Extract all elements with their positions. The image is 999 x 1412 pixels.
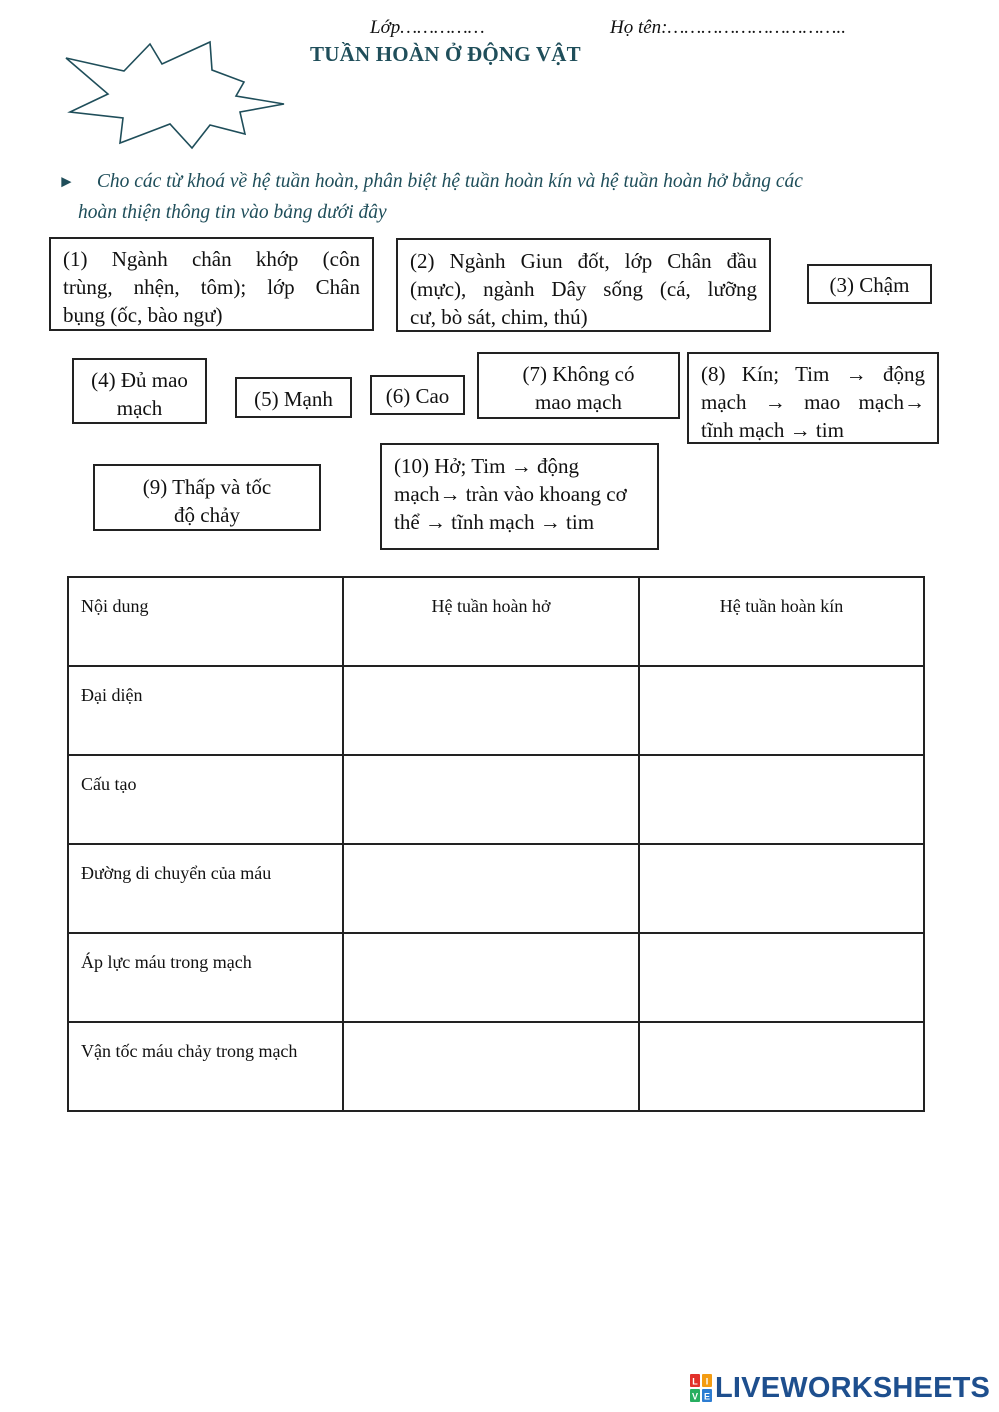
table-header-row <box>68 577 924 666</box>
keyword-box-4-line: (4) Đủ mao <box>91 368 188 392</box>
comparison-table <box>67 576 925 1112</box>
table-row <box>68 933 924 1022</box>
table-row <box>68 1022 924 1111</box>
svg-text:L: L <box>692 1376 698 1387</box>
keyword-box-1-line: (1) Ngành chân khớp (côn <box>63 247 360 271</box>
keyword-box-9[interactable] <box>93 464 321 531</box>
keyword-box-1-line: trùng, nhện, tôm); lớp Chân <box>63 275 360 299</box>
keyword-box-2-line: cư, bò sát, chim, thú) <box>410 305 588 329</box>
table-header-cell: Hệ tuần hoàn hở <box>343 577 639 666</box>
row-label: Vận tốc máu chảy trong mạch <box>68 1022 343 1111</box>
keyword-box-10-line: thể → tĩnh mạch → tim <box>394 510 595 534</box>
keyword-box-5-line: (5) Mạnh <box>254 387 333 411</box>
answer-cell-closed[interactable] <box>639 844 924 933</box>
table-row <box>68 755 924 844</box>
instruction-line-2: hoàn thiện thông tin vào bảng dưới đây <box>78 202 387 223</box>
keyword-box-10-line: (10) Hở; Tim → động <box>394 454 579 478</box>
keyword-box-8-line: mạch → mao mạch→ <box>701 390 925 414</box>
keyword-box-6-line: (6) Cao <box>385 384 450 408</box>
keyword-box-1-line: bụng (ốc, bào ngư) <box>63 303 223 327</box>
keyword-box-4-line: mạch <box>116 396 163 420</box>
svg-text:V: V <box>691 1391 699 1402</box>
starburst-icon <box>62 38 288 150</box>
keyword-box-9-line: (9) Thấp và tốc <box>142 475 272 499</box>
answer-cell-closed[interactable] <box>639 933 924 1022</box>
keyword-box-3[interactable] <box>807 264 932 304</box>
instruction-text <box>58 166 926 228</box>
keyword-box-7-line: mao mạch <box>535 390 622 414</box>
answer-cell-open[interactable] <box>343 844 639 933</box>
keyword-box-8[interactable] <box>687 352 939 444</box>
keyword-box-3-line: (3) Chậm <box>829 273 910 297</box>
keyword-box-1[interactable] <box>49 237 374 331</box>
page-title: TUẦN HOÀN Ở ĐỘNG VẬT <box>310 42 581 66</box>
answer-cell-open[interactable] <box>343 1022 639 1111</box>
keyword-box-9-line: độ chảy <box>174 503 240 527</box>
svg-text:E: E <box>703 1391 711 1402</box>
instruction-line-1: Cho các từ khoá về hệ tuần hoàn, phân biệt hệ tuần hoàn kín và hệ tuần hoàn hở bằng các <box>96 171 803 192</box>
keyword-box-10-line: mạch→ tràn vào khoang cơ <box>394 482 627 506</box>
table-row <box>68 844 924 933</box>
answer-cell-closed[interactable] <box>639 1022 924 1111</box>
row-label: Đại diện <box>68 666 343 755</box>
name-field-label: Họ tên:………………………….. <box>610 17 846 38</box>
keyword-box-5[interactable] <box>235 377 352 418</box>
keyword-box-2[interactable] <box>396 238 771 332</box>
keyword-box-2-line: (2) Ngành Giun đốt, lớp Chân đầu <box>410 249 757 273</box>
svg-text:I: I <box>705 1376 709 1387</box>
answer-cell-open[interactable] <box>343 755 639 844</box>
keyword-box-8-line: (8) Kín; Tim → động <box>701 362 925 386</box>
keyword-box-8-line: tĩnh mạch → tim <box>701 418 844 442</box>
keyword-box-10[interactable] <box>380 443 659 550</box>
liveworksheets-logo <box>690 1370 990 1406</box>
answer-cell-open[interactable] <box>343 666 639 755</box>
table-row <box>68 666 924 755</box>
class-field-label: Lớp…………… <box>370 17 485 38</box>
keyword-box-7-line: (7) Không có <box>522 362 635 386</box>
row-label: Cấu tạo <box>68 755 343 844</box>
answer-cell-closed[interactable] <box>639 755 924 844</box>
answer-cell-open[interactable] <box>343 933 639 1022</box>
keyword-box-4[interactable] <box>72 358 207 424</box>
liveworksheets-logo-text: LIVEWORKSHEETS <box>715 1371 991 1404</box>
table-header-cell: Nội dung <box>68 577 343 666</box>
answer-cell-closed[interactable] <box>639 666 924 755</box>
row-label: Đường di chuyển của máu <box>68 844 343 933</box>
liveworksheets-logo-icon <box>690 1374 712 1402</box>
keyword-box-2-line: (mực), ngành Dây sống (cá, lưỡng <box>410 277 757 301</box>
row-label: Áp lực máu trong mạch <box>68 933 343 1022</box>
bullet-arrow-icon: ► <box>58 172 75 191</box>
keyword-box-7[interactable] <box>477 352 680 419</box>
keyword-box-6[interactable] <box>370 375 465 415</box>
table-header-cell: Hệ tuần hoàn kín <box>639 577 924 666</box>
